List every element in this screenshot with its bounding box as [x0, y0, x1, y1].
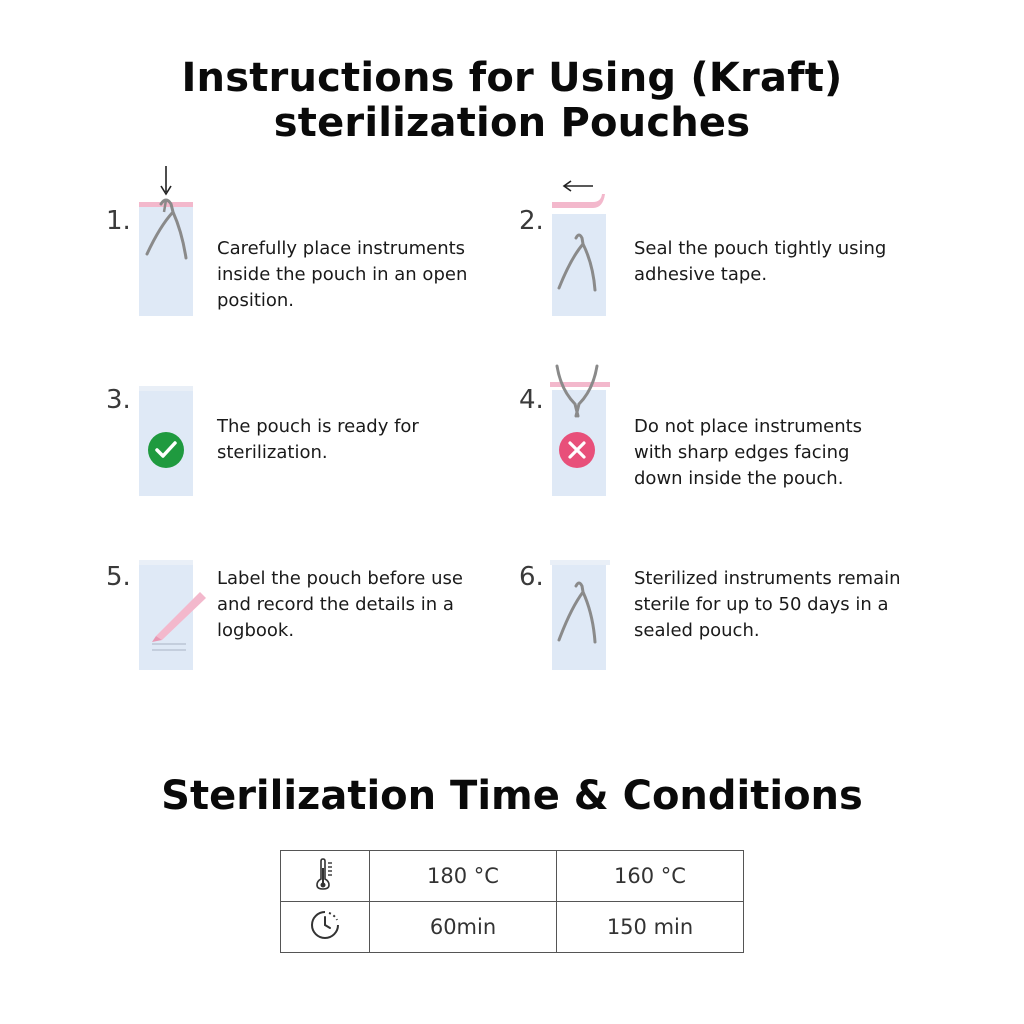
step-number: 5. — [106, 562, 131, 592]
conditions-table — [280, 850, 744, 953]
thermometer-cell — [281, 851, 370, 902]
step-text: Label the pouch before use and record the details in a logbook. — [217, 568, 463, 641]
time-1: 60min — [370, 902, 557, 953]
step-number: 6. — [519, 562, 544, 592]
step-number: 4. — [519, 385, 544, 415]
step-text: Do not place instruments with sharp edges facing down inside the pouch. — [634, 416, 863, 489]
sealed-pouch-icon — [545, 172, 615, 320]
timer-cell — [281, 902, 370, 953]
nippers-inserted-open-icon — [130, 162, 200, 320]
conditions-title: Sterilization Time & Conditions — [161, 773, 863, 819]
page-title — [0, 56, 1024, 146]
table-row — [281, 851, 744, 902]
time-2: 150 min — [557, 902, 744, 953]
table-row — [281, 902, 744, 953]
step-number: 2. — [519, 206, 544, 236]
step-text: Carefully place instruments inside the pouch in an open position. — [217, 238, 468, 311]
title-line-2: sterilization Pouches — [273, 100, 751, 146]
nippers-icon — [545, 556, 615, 672]
check-icon — [130, 382, 200, 498]
step-number: 3. — [106, 385, 131, 415]
temperature-2: 160 °C — [557, 851, 744, 902]
step-text: The pouch is ready for sterilization. — [217, 416, 419, 463]
timer-icon — [309, 909, 341, 941]
step-text: Sterilized instruments remain sterile for up to 50 days in a sealed pouch. — [634, 568, 901, 641]
step-text: Seal the pouch tightly using adhesive tape. — [634, 238, 887, 285]
temperature-1: 180 °C — [370, 851, 557, 902]
step-number: 1. — [106, 206, 131, 236]
title-line-1: Instructions for Using (Kraft) — [181, 55, 843, 101]
thermometer-icon — [314, 858, 336, 890]
pen-icon — [130, 556, 210, 672]
cross-icon — [545, 360, 615, 498]
